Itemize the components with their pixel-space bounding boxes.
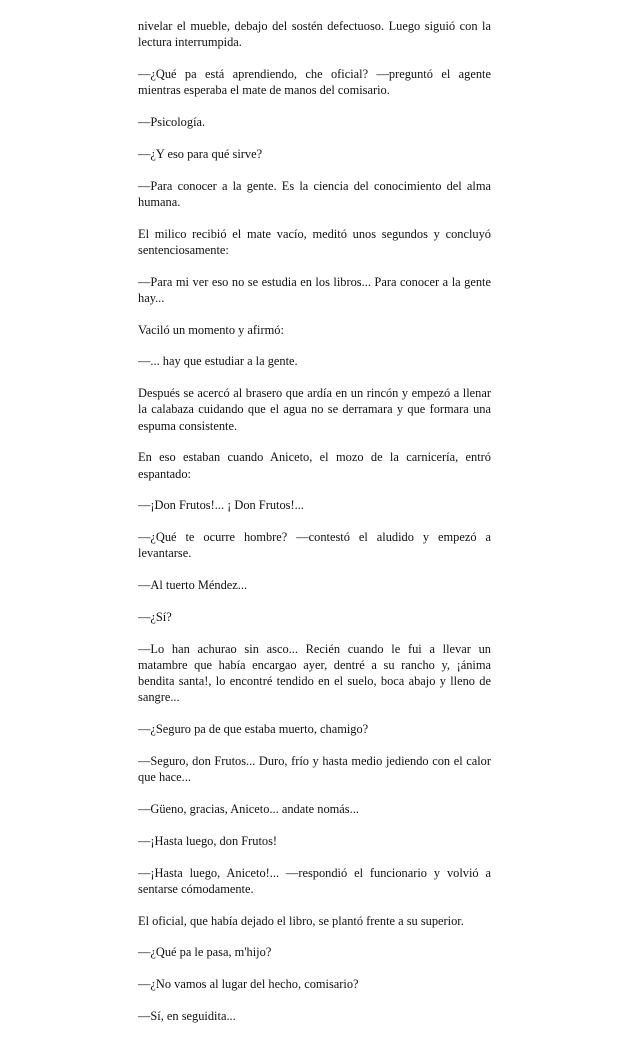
paragraph: —¿No vamos al lugar del hecho, comisario? [138, 977, 359, 992]
paragraph: —¿Y eso para qué sirve? [138, 146, 263, 161]
paragraph: —¡Don Frutos!... ¡ Don Frutos!... [138, 498, 304, 513]
paragraph: —Lo han achurao sin asco... Recién cuando le fui a llevar un matambre que había encargao ayer, dentré a su rancho y, ¡ánima bendita santa!, lo encontré tendido en el suelo, boca abajo y lleno de sangre... [138, 641, 491, 705]
paragraph: —¿Seguro pa de que estaba muerto, chamigo? [138, 722, 369, 737]
paragraph: —Seguro, don Frutos... Duro, frío y hasta medio jediendo con el calor que hace... [138, 753, 491, 785]
paragraph: —Sí, en seguidita... [138, 1008, 236, 1023]
paragraph: El oficial, que había dejado el libro, se plantó frente a su superior. [138, 913, 464, 928]
paragraph: —... hay que estudiar a la gente. [138, 354, 298, 369]
paragraph: —Güeno, gracias, Aniceto... andate nomás... [138, 801, 359, 816]
paragraph: nivelar el mueble, debajo del sostén defectuoso. Luego siguió con la lectura interrumpida. [138, 19, 491, 50]
paragraph: —¿Qué pa está aprendiendo, che oficial? —preguntó el agente mientras esperaba el mate de manos del comisario. [138, 67, 491, 98]
paragraph: Vaciló un momento y afirmó: [138, 322, 284, 337]
paragraph: El milico recibió el mate vacío, meditó unos segundos y concluyó sentenciosamente: [138, 226, 491, 257]
document-page [138, 18, 491, 1040]
paragraph: En eso estaban cuando Aniceto, el mozo de la carnicería, entró espantado: [138, 450, 491, 481]
paragraph: —¿Qué te ocurre hombre? —contestó el aludido y empezó a levantarse. [138, 530, 491, 561]
paragraph: —Para mi ver eso no se estudia en los libros... Para conocer a la gente hay... [138, 274, 491, 305]
paragraph: —Psicología. [138, 115, 206, 129]
paragraph: Después se acercó al brasero que ardía en un rincón y empezó a llenar la calabaza cuidando que el agua no se derramara y que formara una espuma consistente. [138, 386, 491, 433]
paragraph: —Para conocer a la gente. Es la ciencia del conocimiento del alma humana. [138, 178, 491, 209]
paragraph: —¡Hasta luego, Aniceto!... —respondió el funcionario y volvió a sentarse cómodamente. [138, 865, 491, 896]
paragraph: —¡Hasta luego, don Frutos! [138, 833, 278, 848]
paragraph: —¿Sí? [138, 609, 172, 624]
paragraph: —¿Qué pa le pasa, m'hijo? [138, 945, 272, 960]
paragraph: —Al tuerto Méndez... [138, 578, 248, 593]
